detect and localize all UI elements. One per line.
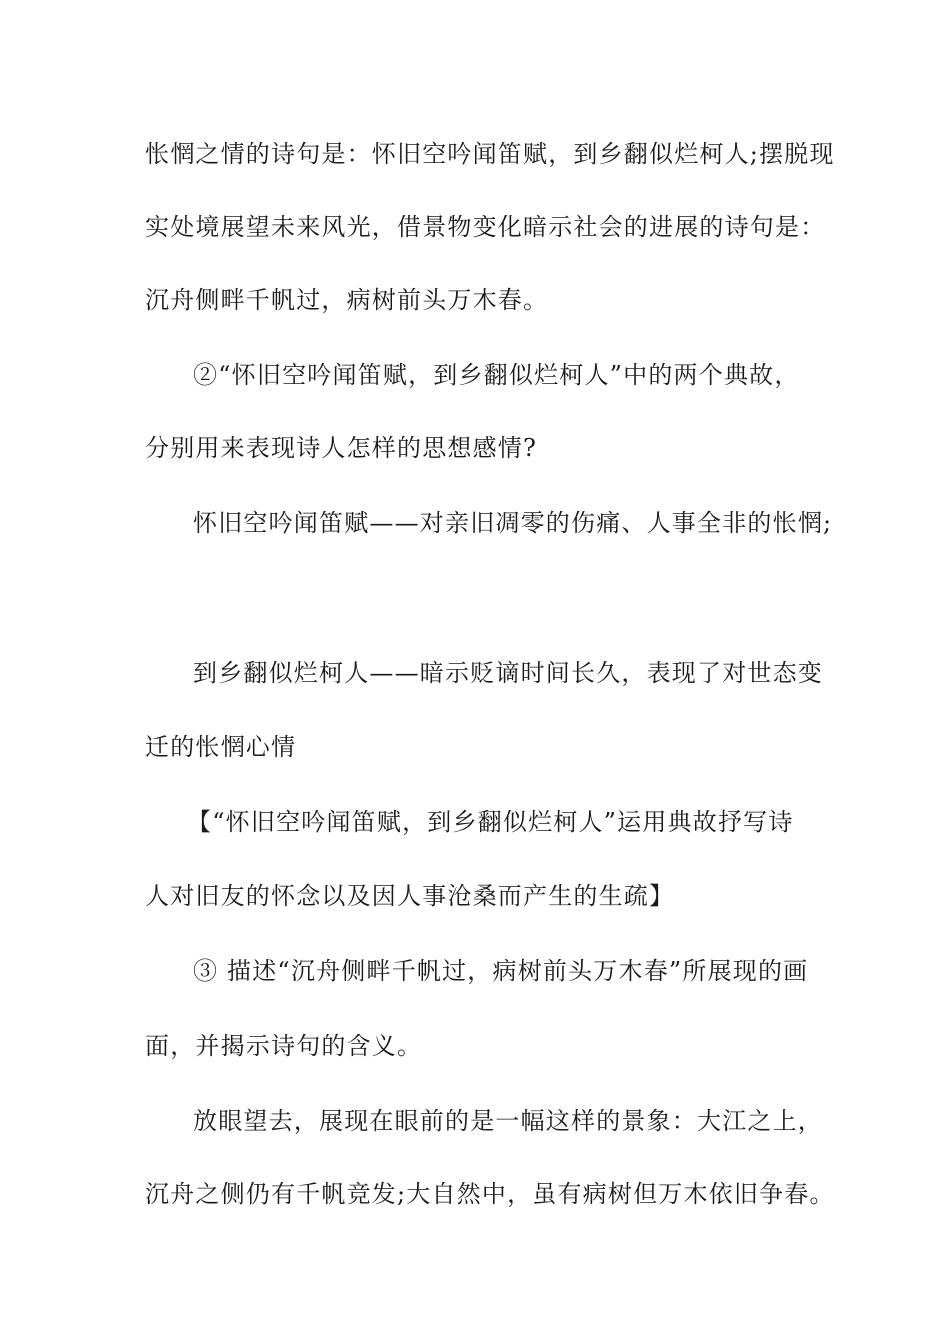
answer-line: 放眼望去，展现在眼前的是一幅这样的景象：大江之上， (193, 1107, 823, 1135)
answer-line: 怀旧空吟闻笛赋——对亲旧凋零的伤痛、人事全非的怅惘; (193, 509, 833, 537)
text-line: 沉舟侧畔千帆过，病树前头万木春。 (145, 286, 549, 314)
text-line: 怅惘之情的诗句是：怀旧空吟闻笛赋，到乡翻似烂柯人;摆脱现 (145, 140, 835, 168)
text-line: 面，并揭示诗句的含义。 (145, 1032, 423, 1060)
text-line: 实处境展望未来风光，借景物变化暗示社会的进展的诗句是： (145, 213, 826, 241)
question-2-line: ②“怀旧空吟闻笛赋，到乡翻似烂柯人”中的两个典故， (193, 361, 800, 389)
note-line: 人对旧友的怀念以及因人事沧桑而产生的生疏】 (145, 882, 675, 910)
note-line: 【“怀旧空吟闻笛赋，到乡翻似烂柯人”运用典故抒写诗 (187, 808, 794, 836)
text-line: 沉舟之侧仍有千帆竞发;大自然中，虽有病树但万木依旧争春。 (145, 1180, 835, 1208)
question-3-line: ③ 描述“沉舟侧畔千帆过，病树前头万木春”所展现的画 (193, 957, 809, 985)
text-line: 迁的怅惘心情 (145, 733, 297, 761)
text-line: 分别用来表现诗人怎样的思想感情? (145, 434, 538, 462)
answer-line: 到乡翻似烂柯人——暗示贬谪时间长久，表现了对世态变 (193, 659, 823, 687)
